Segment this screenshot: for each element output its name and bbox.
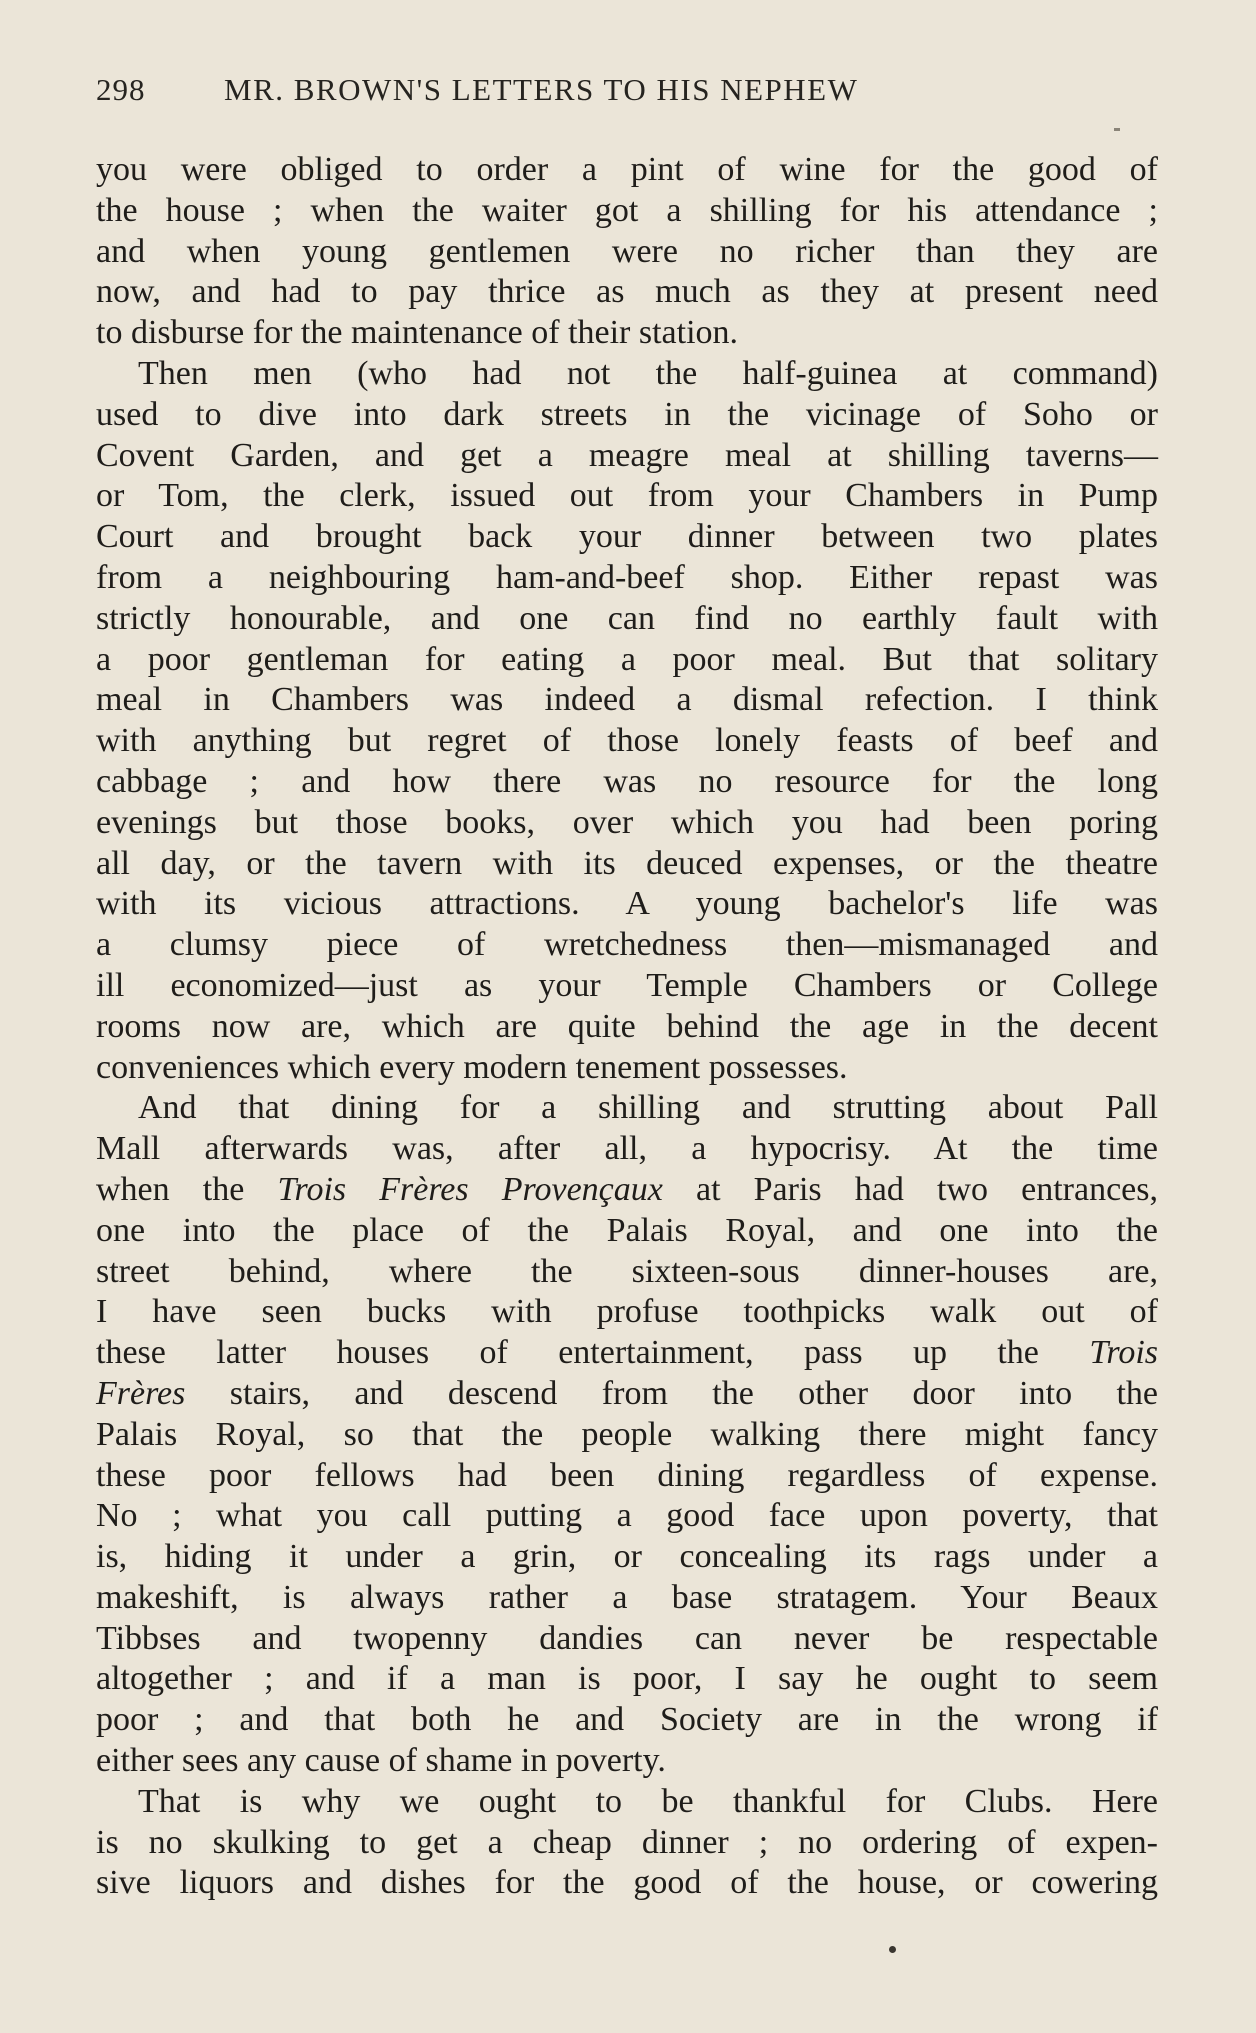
text-line: now, and had to pay thrice as much as they at present need — [96, 273, 1158, 311]
italic-phrase: Frères — [96, 1374, 186, 1412]
text-line: Palais Royal, so that the people walking there might fancy — [96, 1415, 1158, 1453]
page-header — [96, 72, 1156, 122]
text-line: with anything but regret of those lonely feasts of beef and — [96, 722, 1158, 760]
text-line: meal in Chambers was indeed a dismal refection. I think — [96, 681, 1158, 719]
paragraph-start-line: Then men (who had not the half-guinea at command) — [138, 354, 1158, 392]
text-line: or Tom, the clerk, issued out from your Chambers in Pump — [96, 477, 1158, 515]
text-line — [96, 1170, 1158, 1211]
text-line: sive liquors and dishes for the good of the house, or cowering — [96, 1864, 1158, 1902]
text-line: one into the place of the Palais Royal, and one into the — [96, 1211, 1158, 1249]
text-line: all day, or the tavern with its deuced expenses, or the theatre — [96, 844, 1158, 882]
text-line: a poor gentleman for eating a poor meal. But that solitary — [96, 640, 1158, 678]
text-line: ill economized—just as your Temple Chambers or College — [96, 966, 1158, 1004]
text-line: the house ; when the waiter got a shilling for his attendance ; — [96, 191, 1158, 229]
text-line: cabbage ; and how there was no resource for the long — [96, 762, 1158, 800]
text-line: I have seen bucks with profuse toothpicks walk out of — [96, 1293, 1158, 1331]
running-title: MR. BROWN'S LETTERS TO HIS NEPHEW — [224, 72, 859, 107]
text-line — [96, 1374, 1158, 1415]
text-segment: stairs, and descend from the other door into the — [185, 1374, 1158, 1412]
text-line: you were obliged to order a pint of wine for the good of — [96, 151, 1158, 188]
text-line: to disburse for the maintenance of their station. — [96, 314, 739, 352]
text-line: either sees any cause of shame in poverty. — [96, 1742, 666, 1780]
ink-dot — [889, 1946, 896, 1953]
text-line: and when young gentlemen were no richer than they are — [96, 232, 1158, 270]
text-line: strictly honourable, and one can find no earthly fault with — [96, 599, 1158, 637]
text-line: Court and brought back your dinner between two plates — [96, 518, 1158, 556]
text-line: altogether ; and if a man is poor, I say he ought to seem — [96, 1660, 1158, 1698]
paragraph-start-line: That is why we ought to be thankful for Clubs. Here — [138, 1782, 1158, 1820]
text-line: used to dive into dark streets in the vicinage of Soho or — [96, 395, 1158, 433]
text-segment: at Paris had two entrances, — [662, 1170, 1158, 1208]
text-line: makeshift, is always rather a base stratagem. Your Beaux — [96, 1578, 1158, 1616]
text-line: Tibbses and twopenny dandies can never be respectable — [96, 1619, 1158, 1657]
text-line: conveniences which every modern tenement possesses. — [96, 1048, 848, 1086]
italic-phrase: Trois — [1089, 1334, 1158, 1372]
text-line: these poor fellows had been dining regardless of expense. — [96, 1456, 1158, 1494]
text-segment: these latter houses of entertainment, pass up the — [96, 1334, 1090, 1372]
body-text — [96, 150, 1158, 1904]
ink-mark — [1114, 128, 1120, 131]
italic-phrase: Trois Frères Provençaux — [277, 1170, 663, 1208]
text-segment: when the — [96, 1170, 278, 1208]
text-line: a clumsy piece of wretchedness then—mismanaged and — [96, 926, 1158, 964]
text-line: Mall afterwards was, after all, a hypocrisy. At the time — [96, 1130, 1158, 1168]
text-line: street behind, where the sixteen-sous dinner-houses are, — [96, 1252, 1158, 1290]
text-line: from a neighbouring ham-and-beef shop. Either repast was — [96, 558, 1158, 596]
text-line: is no skulking to get a cheap dinner ; no ordering of expen- — [96, 1823, 1158, 1861]
text-line: with its vicious attractions. A young bachelor's life was — [96, 885, 1158, 923]
paragraph-start-line: And that dining for a shilling and strutting about Pall — [138, 1089, 1158, 1127]
text-line: is, hiding it under a grin, or concealing its rags under a — [96, 1538, 1158, 1576]
text-line: evenings but those books, over which you had been poring — [96, 803, 1158, 841]
text-line — [96, 1333, 1158, 1374]
text-line: poor ; and that both he and Society are in the wrong if — [96, 1701, 1158, 1739]
text-line: Covent Garden, and get a meagre meal at shilling taverns— — [96, 436, 1158, 474]
text-line: No ; what you call putting a good face upon poverty, that — [96, 1497, 1158, 1535]
page-number: 298 — [96, 72, 146, 107]
text-line: rooms now are, which are quite behind the age in the decent — [96, 1007, 1158, 1045]
